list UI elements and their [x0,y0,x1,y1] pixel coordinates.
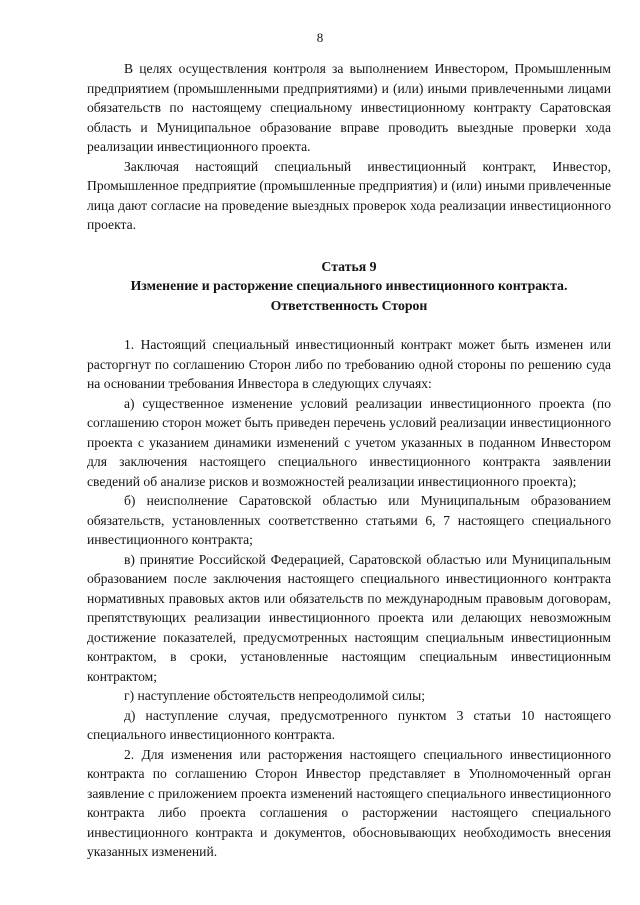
clause-1-g: г) наступление обстоятельств непреодолимой силы; [124,688,426,703]
clause-2: 2. Для изменения или расторжения настоящего специального инвестиционного контракта по соглашению Сторон Инвестор представляет в Уполномоченный орган заявление с приложением проекта изменений настоящего специального инвестиционного контракта либо проекта соглашения о расторжении настоящего специального инвестиционного контракта и документов, обосновывающих необходимость внесения указанных изменений. [87,746,611,859]
article-title-line2: Ответственность Сторон [270,297,428,313]
clause-1-d: д) наступление случая, предусмотренного пунктом 3 статьи 10 настоящего специального инвестиционного контракта. [87,707,611,742]
paragraph-inspection-consent: Заключая настоящий специальный инвестиционный контракт, Инвестор, Промышленное предприятие (промышленные предприятия) и (или) иными привлеченные лица дают согласие на проведение выездных проверок хода реализации инвестиционного проекта. [87,158,611,232]
article-heading [87,257,611,316]
clause-1-a: а) существенное изменение условий реализации инвестиционного проекта (по соглашению сторон может быть приведен перечень условий реализации инвестиционного проекта с указанием динамики изменений с учетом указанных в поданном Инвестором для заключения настоящего специального инвестиционного контракта заявлении сведений об анализе рисков и возможностей реализации инвестиционного проекта); [87,395,611,489]
clause-1-v: в) принятие Российской Федерацией, Саратовской областью или Муниципальным образованием после заключения настоящего специального инвестиционного контракта нормативных правовых актов или обязательств по международным правовым договорам, препятствующих реализации инвестиционного проекта или делающих невозможным достижение показателей, предусмотренных настоящим специальным инвестиционным контрактом, в сроки, установленные настоящим специальным инвестиционным контрактом; [87,551,611,684]
paragraph-inspection-control: В целях осуществления контроля за выполнением Инвестором, Промышленным предприятием (промышленными предприятиями) и (или) иными привлеченными лицами обязательств по настоящему специальному инвестиционному контракту Саратовская область и Муниципальное образование вправе проводить выездные проверки хода реализации инвестиционного проекта. [87,61,611,154]
document-body [87,59,611,862]
clause-1: 1. Настоящий специальный инвестиционный контракт может быть изменен или расторгнут по соглашению Сторон либо по требованию одной стороны по решению суда на основании требования Инвестора в следующих случаях: [87,337,611,391]
page-number: 8 [316,30,324,45]
clause-1-b: б) неисполнение Саратовской областью или Муниципальным образованием обязательств, установленных соответственно статьями 6, 7 настоящего специального инвестиционного контракта; [87,493,611,547]
article-title-line1: Изменение и расторжение специального инвестиционного контракта. [130,278,568,293]
article-number: Статья 9 [321,258,377,274]
